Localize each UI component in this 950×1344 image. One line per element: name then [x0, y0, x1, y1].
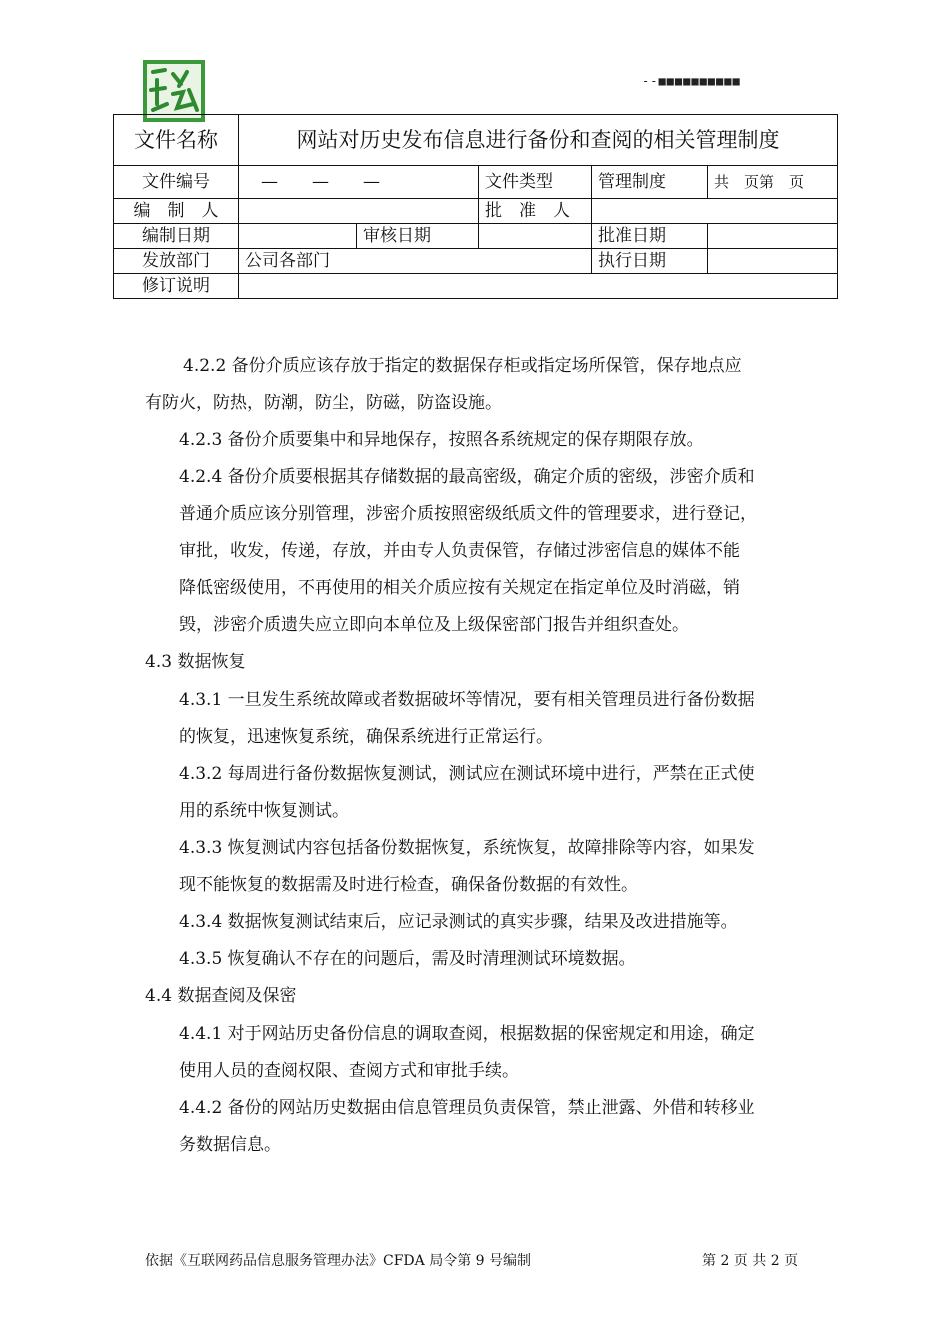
body-line: 普通介质应该分别管理，涉密介质按照密级纸质文件的管理要求，进行登记， — [179, 504, 757, 524]
body-line: 务数据信息。 — [179, 1135, 281, 1155]
footer-page-number: 第 2 页 共 2 页 — [702, 1253, 799, 1269]
body-line: 有防火，防热，防潮，防尘，防磁，防盗设施。 — [145, 393, 502, 413]
body-line: 4.3.3 恢复测试内容包括备份数据恢复，系统恢复，故障排除等内容，如果发 — [179, 838, 755, 858]
approve-date-label: 批准日期 — [592, 224, 708, 249]
editor-label: 编 制 人 — [114, 199, 239, 224]
review-date-label: 审核日期 — [357, 224, 479, 249]
body-line: 4.2.3 备份介质要集中和异地保存，按照各系统规定的保存期限存放。 — [179, 430, 704, 450]
exec-date-value — [708, 249, 838, 274]
body-line: 4.3.4 数据恢复测试结束后，应记录测试的真实步骤，结果及改进措施等。 — [179, 912, 738, 932]
exec-date-label: 执行日期 — [592, 249, 708, 274]
file-type-label: 文件类型 — [479, 166, 592, 199]
body-line: 现不能恢复的数据需及时进行检查，确保备份数据的有效性。 — [179, 875, 638, 895]
edit-date-label: 编制日期 — [114, 224, 239, 249]
edit-date-value — [239, 224, 357, 249]
body-line: 4.2.2 备份介质应该存放于指定的数据保存柜或指定场所保管，保存地点应 — [183, 356, 742, 376]
section-heading: 4.3 数据恢复 — [145, 652, 246, 672]
pages-value: 共 页第 页 — [708, 166, 838, 199]
approver-label: 批 准 人 — [479, 199, 592, 224]
file-no-value: — — — — [239, 166, 479, 199]
dept-value: 公司各部门 — [239, 249, 592, 274]
body-line: 降低密级使用，不再使用的相关介质应按有关规定在指定单位及时消磁，销 — [179, 578, 740, 598]
body-line: 4.3.1 一旦发生系统故障或者数据破坏等情况，要有相关管理员进行备份数据 — [179, 690, 755, 710]
header-doc-code: --■■■■■■■■■■ — [642, 74, 741, 88]
approve-date-value — [708, 224, 838, 249]
body-line: 4.4.2 备份的网站历史数据由信息管理员负责保管，禁止泄露、外借和转移业 — [179, 1098, 755, 1118]
body-line: 的恢复，迅速恢复系统，确保系统进行正常运行。 — [179, 727, 553, 747]
section-heading: 4.4 数据查阅及保密 — [145, 986, 297, 1006]
body-line: 用的系统中恢复测试。 — [179, 801, 349, 821]
file-name-label: 文件名称 — [114, 115, 239, 166]
body-line: 4.2.4 备份介质要根据其存储数据的最高密级，确定介质的密级，涉密介质和 — [179, 467, 755, 487]
review-date-value — [479, 224, 592, 249]
body-line: 4.3.5 恢复确认不存在的问题后，需及时清理测试环境数据。 — [179, 949, 636, 969]
file-name-value: 网站对历史发布信息进行备份和查阅的相关管理制度 — [239, 115, 838, 166]
document-info-table — [113, 114, 838, 299]
body-line: 审批，收发，传递，存放，并由专人负责保管，存储过涉密信息的媒体不能 — [179, 541, 740, 561]
editor-value — [239, 199, 479, 224]
file-type-value: 管理制度 — [592, 166, 708, 199]
body-line: 4.3.2 每周进行备份数据恢复测试，测试应在测试环境中进行，严禁在正式使 — [179, 764, 755, 784]
dept-label: 发放部门 — [114, 249, 239, 274]
body-line: 使用人员的查阅权限、查阅方式和审批手续。 — [179, 1061, 519, 1081]
body-line: 毁，涉密介质遗失应立即向本单位及上级保密部门报告并组织查处。 — [179, 615, 689, 635]
approver-value — [592, 199, 838, 224]
body-line: 4.4.1 对于网站历史备份信息的调取查阅，根据数据的保密规定和用途，确定 — [179, 1024, 755, 1044]
revision-label: 修订说明 — [114, 274, 239, 299]
file-no-label: 文件编号 — [114, 166, 239, 199]
footer-basis: 依据《互联网药品信息服务管理办法》CFDA 局令第 9 号编制 — [145, 1253, 532, 1269]
company-logo-icon — [143, 60, 205, 122]
revision-value — [239, 274, 838, 299]
